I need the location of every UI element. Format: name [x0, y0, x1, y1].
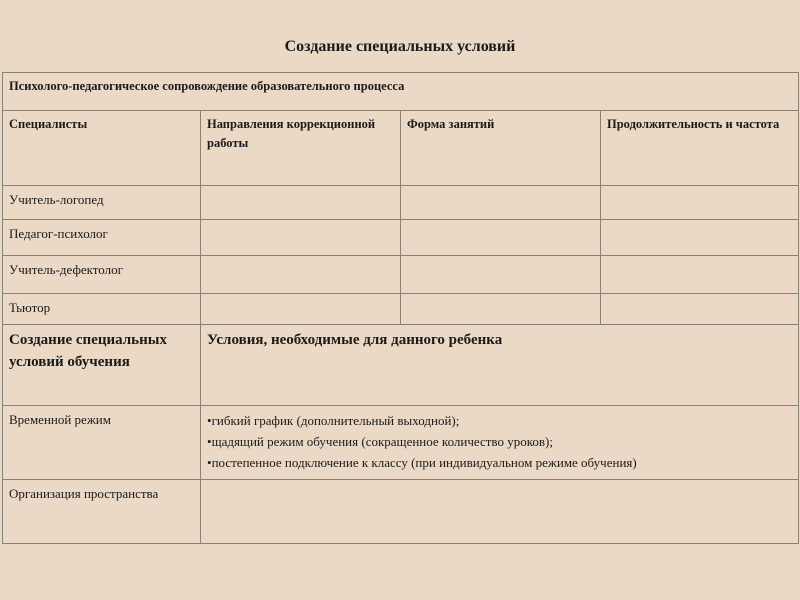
list-item: • гибкий график (дополнительный выходной);: [207, 410, 792, 431]
section-heading-conditions: Создание специальных условий обучения: [3, 325, 201, 406]
row-label-psychologist: Педагог-психолог: [3, 220, 201, 256]
section-heading-support: Психолого-педагогическое сопровождение образовательного процесса: [3, 73, 799, 111]
section-heading-child-conditions: Условия, необходимые для данного ребенка: [201, 325, 799, 406]
cell-empty: [201, 256, 401, 294]
column-header-specialists: Специалисты: [3, 111, 201, 186]
row-label-speech-therapist: Учитель-логопед: [3, 186, 201, 220]
cell-empty: [401, 256, 601, 294]
cell-empty: [201, 220, 401, 256]
row-label-tutor: Тьютор: [3, 294, 201, 325]
list-item: • щадящий режим обучения (сокращенное количество уроков);: [207, 431, 792, 452]
conditions-table: [2, 72, 799, 544]
row-label-defectologist: Учитель-дефектолог: [3, 256, 201, 294]
row-label-space-organization: Организация пространства: [3, 480, 201, 544]
cell-empty: [601, 186, 799, 220]
list-item: • постепенное подключение к классу (при индивидуальном режиме обучения): [207, 452, 792, 473]
cell-empty: [401, 186, 601, 220]
cell-empty: [601, 220, 799, 256]
cell-empty: [401, 220, 601, 256]
cell-empty: [201, 294, 401, 325]
cell-empty: [201, 186, 401, 220]
column-header-duration: Продолжительность и частота: [601, 111, 799, 186]
time-mode-conditions: [201, 406, 799, 480]
cell-empty: [601, 256, 799, 294]
cell-empty: [201, 480, 799, 544]
row-label-time-mode: Временной режим: [3, 406, 201, 480]
column-header-directions: Направления коррекционной работы: [201, 111, 401, 186]
cell-empty: [601, 294, 799, 325]
cell-empty: [401, 294, 601, 325]
column-header-form: Форма занятий: [401, 111, 601, 186]
conditions-list: [207, 410, 792, 473]
page-title: Создание специальных условий: [284, 38, 516, 55]
